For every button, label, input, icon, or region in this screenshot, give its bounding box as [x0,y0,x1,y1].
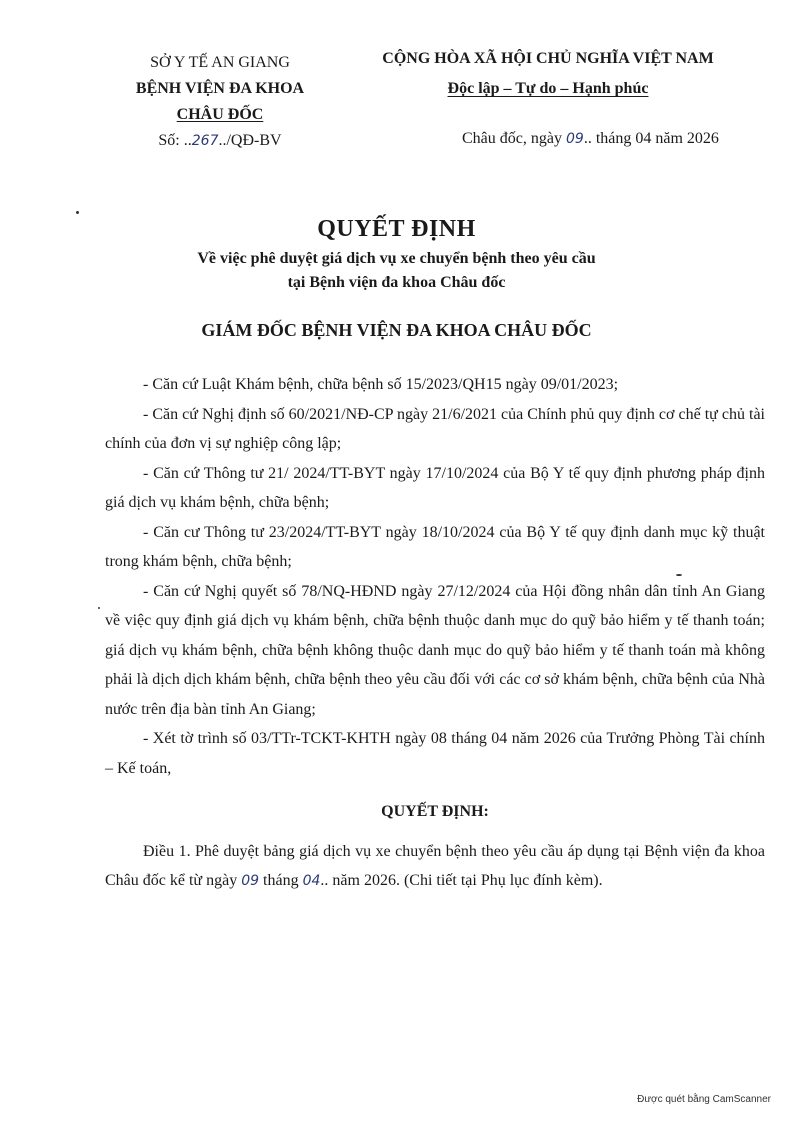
decision-heading: QUYẾT ĐỊNH: [381,803,489,820]
basis-decree: - Căn cứ Nghị định số 60/2021/NĐ-CP ngày 21/6/2021 của Chính phủ quy định cơ chế tự chủ tài chính của đơn vị sự nghiệp công lập; [105,405,765,452]
national-motto: Độc lập – Tự do – Hạnh phúc [447,80,649,97]
scan-speck [98,607,100,609]
basis-circular-21: - Căn cứ Thông tư 21/ 2024/TT-BYT ngày 17/10/2024 của Bộ Y tế quy định phương pháp định giá dịch vụ khám bệnh, chữa bệnh; [105,464,765,511]
number-prefix: Số: .. [158,132,192,149]
scan-speck [676,574,682,576]
scanner-watermark: Được quét bằng CamScanner [637,1094,771,1105]
nation-header [348,44,748,104]
subject-line-1: Về việc phê duyệt giá dịch vụ xe chuyển bệnh theo yêu cầu [197,250,596,267]
date-day-handwritten: 09 [565,131,584,147]
issue-date [462,130,719,148]
date-suffix: .. tháng 04 năm 2026 [583,130,719,147]
scan-speck [76,211,79,214]
article-1-month-handwritten: 04 [302,873,321,889]
hospital-name-line2: CHÂU ĐỐC [176,106,264,123]
basis-law: - Căn cứ Luật Khám bệnh, chữa bệnh số 15/2023/QH15 ngày 09/01/2023; [143,376,619,393]
document-title: QUYẾT ĐỊNH [317,216,476,242]
decision-body [105,370,765,897]
issuing-authority: GIÁM ĐỐC BỆNH VIỆN ĐA KHOA CHÂU ĐỐC [201,320,592,340]
article-1-suffix: .. năm 2026. (Chi tiết tại Phụ lục đính kèm). [320,872,603,889]
ministry-name: SỞ Y TẾ AN GIANG [150,54,290,71]
article-1-prefix: Điều 1. Phê duyệt bảng giá dịch vụ xe chuyển bệnh theo yêu cầu áp dụng tại Bệnh viện đa khoa Châu đốc kể từ ngày [105,842,765,889]
number-handwritten: 267 [191,133,219,149]
basis-resolution: - Căn cứ Nghị quyết số 78/NQ-HĐND ngày 27/12/2024 của Hội đồng nhân dân tỉnh An Giang về việc quy định giá dịch vụ khám bệnh, chữa bệnh thuộc danh mục do quỹ bảo hiểm y tế thanh toán; giá dịch vụ khám bệnh, chữa bệnh không thuộc danh mục do quỹ bảo hiểm y tế thanh toán mà không phải là dịch dịch khám bệnh, chữa bệnh theo yêu cầu đối với các cơ sở khám bệnh, chữa bệnh của Nhà nước trên địa bàn tỉnh An Giang; [105,582,765,718]
date-prefix: Châu đốc, ngày [462,130,566,147]
nation-name: CỘNG HÒA XÃ HỘI CHỦ NGHĨA VIỆT NAM [382,50,714,67]
number-suffix: ../QĐ-BV [218,132,282,149]
article-1-day-handwritten: 09 [241,873,260,889]
hospital-name-line1: BỆNH VIỆN ĐA KHOA [135,80,305,97]
article-1-mid: tháng [259,872,303,889]
basis-circular-23: - Căn cư Thông tư 23/2024/TT-BYT ngày 18/10/2024 của Bộ Y tế quy định danh mục kỹ thuật trong khám bệnh, chữa bệnh; [105,523,765,570]
basis-proposal: - Xét tờ trình số 03/TTr-TCKT-KHTH ngày 08 tháng 04 năm 2026 của Trưởng Phòng Tài chính – Kế toán, [105,730,765,777]
article-1 [105,837,765,897]
subject-line-2: tại Bệnh viện đa khoa Châu đốc [287,274,506,291]
document-number [100,128,340,154]
agency-header [100,50,340,154]
